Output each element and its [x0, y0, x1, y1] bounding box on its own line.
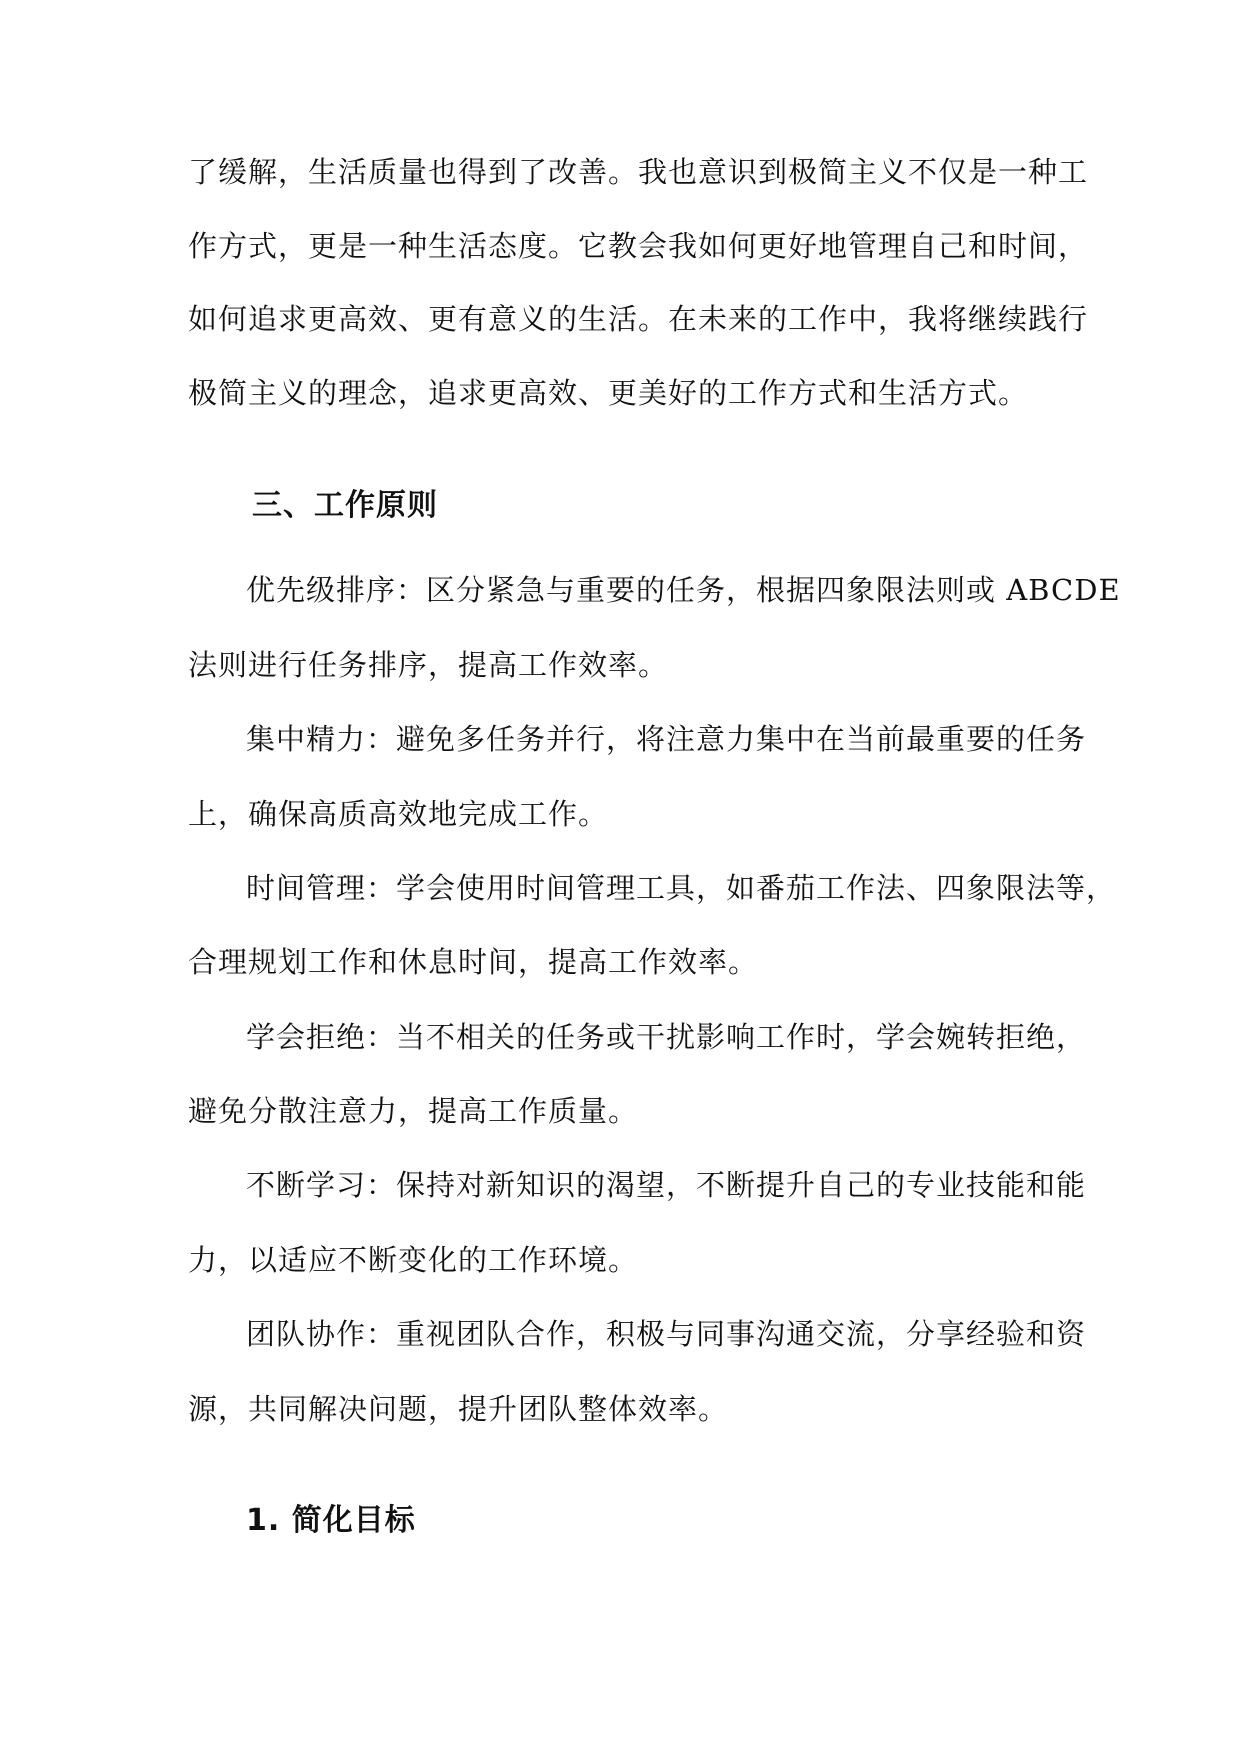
section-heading: 三、工作原则 [252, 488, 438, 523]
intro-line: 极简主义的理念，追求更高效、更美好的工作方式和生活方式。 [188, 376, 1029, 410]
principle-line: 不断学习：保持对新知识的渴望，不断提升自己的专业技能和能 [246, 1168, 1087, 1202]
principle-line: 力，以适应不断变化的工作环境。 [188, 1243, 639, 1277]
principle-line: 上，确保高质高效地完成工作。 [188, 797, 609, 831]
principle-line: 时间管理：学会使用时间管理工具，如番茄工作法、四象限法等， [246, 871, 1117, 905]
intro-line: 了缓解，生活质量也得到了改善。我也意识到极简主义不仅是一种工 [188, 155, 1089, 189]
intro-line: 如何追求更高效、更有意义的生活。在未来的工作中，我将继续践行 [188, 302, 1089, 336]
principle-line: 源，共同解决问题，提升团队整体效率。 [188, 1392, 729, 1426]
subheading: 1. 简化目标 [246, 1503, 416, 1538]
intro-line: 作方式，更是一种生活态度。它教会我如何更好地管理自己和时间， [188, 229, 1089, 263]
principle-line: 学会拒绝：当不相关的任务或干扰影响工作时，学会婉转拒绝， [246, 1020, 1087, 1054]
principle-line: 团队协作：重视团队合作，积极与同事沟通交流，分享经验和资 [246, 1317, 1087, 1351]
principle-line: 优先级排序：区分紧急与重要的任务，根据四象限法则或 ABCDE [246, 573, 1121, 607]
principle-line: 避免分散注意力，提高工作质量。 [188, 1094, 639, 1128]
principle-line: 合理规划工作和休息时间，提高工作效率。 [188, 945, 759, 979]
principle-line: 集中精力：避免多任务并行，将注意力集中在当前最重要的任务 [246, 722, 1087, 756]
principle-line: 法则进行任务排序，提高工作效率。 [188, 648, 669, 682]
